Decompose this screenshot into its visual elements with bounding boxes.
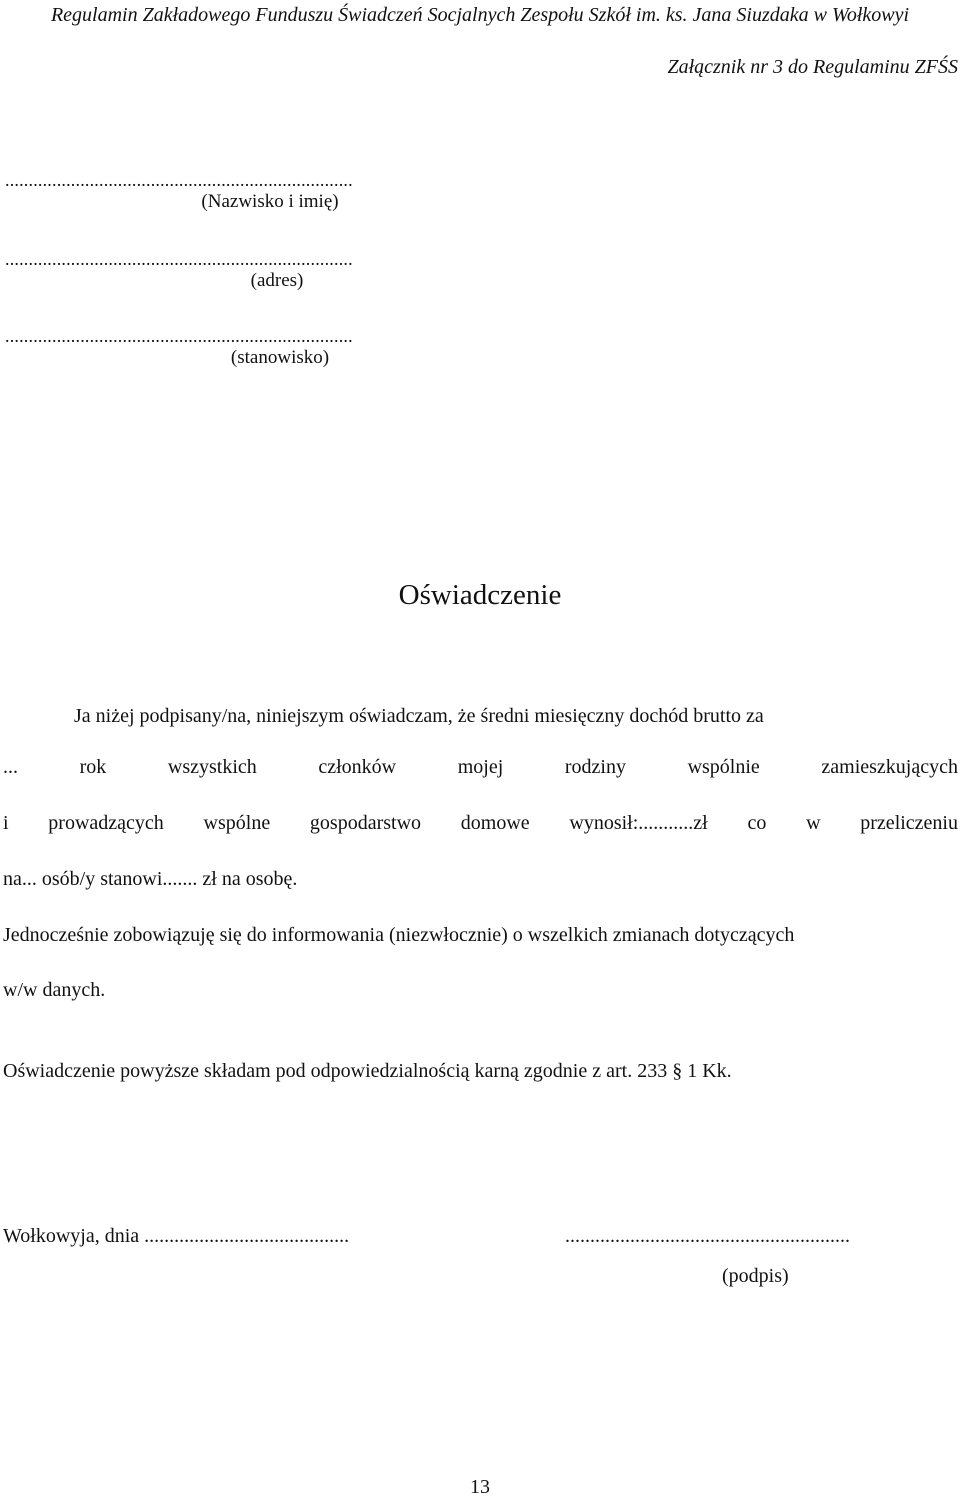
name-field-dots: ..........................................................................: [5, 170, 353, 190]
statement-line-1: Ja niżej podpisany/na, niniejszym oświadczam, że średni miesięczny dochód brutto za: [74, 705, 764, 727]
name-field-caption: (Nazwisko i imię): [201, 191, 339, 212]
statement-line-3: i prowadzących wspólne gospodarstwo domowe wynosił:...........zł co w przeliczeniu: [3, 812, 958, 834]
signature-dots: .........................................................: [565, 1225, 850, 1247]
document-header-title: Regulamin Zakładowego Funduszu Świadczeń Socjalnych Zespołu Szkół im. ks. Jana Siuzdaka w Wołkowyi: [50, 4, 910, 26]
statement-line-4: na... osób/y stanowi....... zł na osobę.: [3, 868, 298, 890]
statement-line-6: w/w danych.: [3, 979, 106, 1001]
statement-line-2: ... rok wszystkich członków mojej rodziny wspólnie zamieszkujących: [3, 756, 958, 778]
signature-caption: (podpis): [722, 1265, 789, 1287]
position-field-caption: (stanowisko): [230, 347, 330, 368]
place-date-line: Wołkowyja, dnia .........................................: [3, 1225, 350, 1247]
address-field-caption: (adres): [250, 270, 304, 291]
statement-line-7: Oświadczenie powyższe składam pod odpowiedzialnością karną zgodnie z art. 233 § 1 Kk.: [3, 1060, 732, 1082]
address-field-dots: ..........................................................................: [5, 249, 353, 269]
statement-line-5: Jednocześnie zobowiązuję się do informowania (niezwłocznie) o wszelkich zmianach dotyczących: [3, 924, 795, 946]
annex-label: Załącznik nr 3 do Regulaminu ZFŚS: [667, 56, 958, 78]
page-number: 13: [470, 1476, 490, 1498]
statement-title: Oświadczenie: [398, 579, 562, 611]
position-field-dots: ..........................................................................: [5, 326, 353, 346]
